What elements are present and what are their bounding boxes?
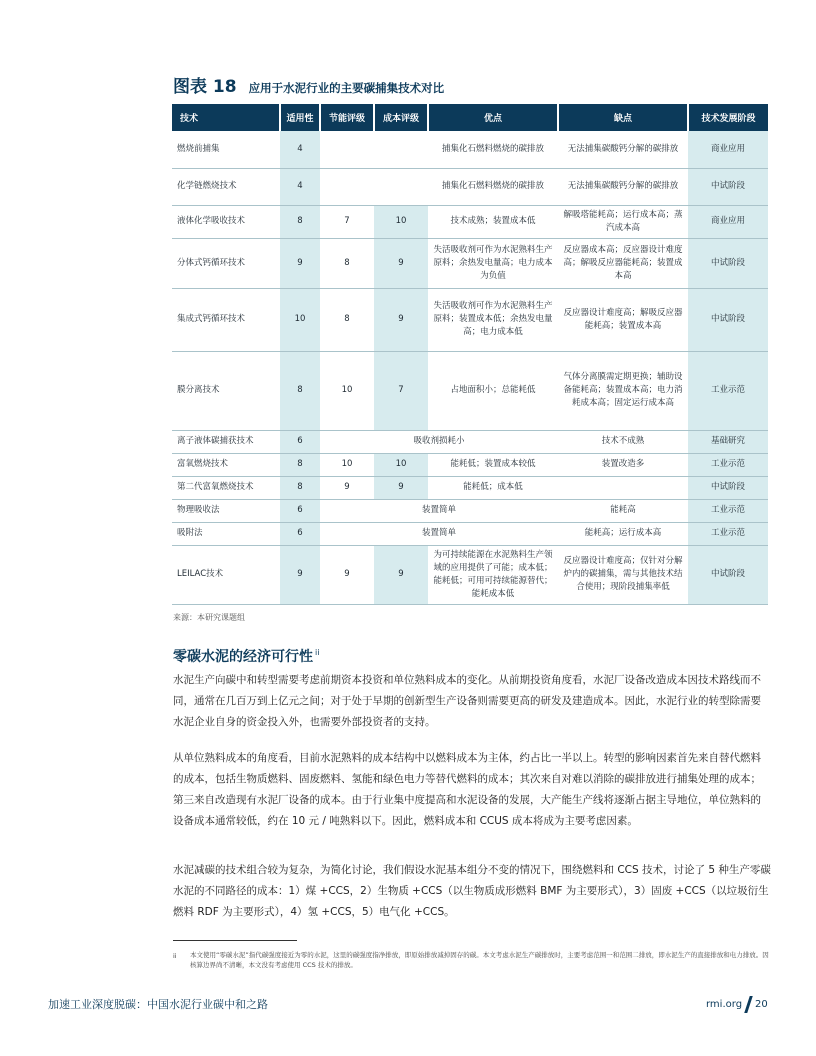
section-title-text: 零碳水泥的经济可行性	[173, 649, 313, 665]
cons-text: 装置改造多	[558, 453, 688, 476]
table-row	[172, 522, 768, 545]
footnote-marker: ii	[173, 952, 177, 960]
cons-text: 技术不成熟	[558, 430, 688, 453]
page-footer	[706, 996, 768, 1013]
pros-text: 装置简单	[320, 522, 558, 545]
cons-text: 无法捕集碳酸钙分解的碳排放	[558, 168, 688, 205]
stage-text: 中试阶段	[688, 168, 768, 205]
table-header-row	[172, 104, 768, 131]
tech-name: 燃烧前捕集	[172, 131, 280, 168]
applicability-value: 8	[280, 205, 320, 238]
tech-name: 离子液体碳捕获技术	[172, 430, 280, 453]
pros-text: 能耗低；成本低	[428, 476, 558, 499]
table-row	[172, 168, 768, 205]
stage-text: 中试阶段	[688, 545, 768, 604]
footnote-divider	[173, 940, 297, 941]
slash-divider-icon	[744, 996, 753, 1013]
report-title-footer: 加速工业深度脱碳：中国水泥行业碳中和之路	[48, 998, 268, 1011]
stage-text: 工业示范	[688, 453, 768, 476]
energy-rating-value: 8	[320, 238, 374, 288]
pros-text: 吸收剂损耗小	[320, 430, 558, 453]
stage-text: 工业示范	[688, 351, 768, 430]
applicability-value: 8	[280, 476, 320, 499]
pros-text: 占地面积小；总能耗低	[428, 351, 558, 430]
site-link[interactable]: rmi.org	[706, 999, 743, 1010]
applicability-value: 8	[280, 351, 320, 430]
figure-caption: 应用于水泥行业的主要碳捕集技术对比	[248, 81, 445, 95]
header-pros: 优点	[428, 104, 558, 131]
page-number: 20	[755, 999, 768, 1010]
pros-text: 装置简单	[320, 499, 558, 522]
header-energy-rating: 节能评级	[320, 104, 374, 131]
rating-empty	[320, 131, 428, 168]
energy-rating-value: 8	[320, 288, 374, 351]
table-row	[172, 499, 768, 522]
pros-text: 捕集化石燃料燃烧的碳排放	[428, 131, 558, 168]
tech-name: LEILAC技术	[172, 545, 280, 604]
section-title	[173, 646, 319, 666]
cons-text: 能耗高	[558, 499, 688, 522]
energy-rating-value: 9	[320, 545, 374, 604]
pros-text: 捕集化石燃料燃烧的碳排放	[428, 168, 558, 205]
table-source: 来源：本研究课题组	[173, 613, 245, 622]
stage-text: 中试阶段	[688, 288, 768, 351]
section-footnote-marker: ii	[315, 648, 320, 658]
header-tech: 技术	[172, 104, 280, 131]
stage-text: 中试阶段	[688, 238, 768, 288]
cost-rating-value: 9	[374, 288, 428, 351]
energy-rating-value: 9	[320, 476, 374, 499]
paragraph: 从单位熟料成本的角度看，目前水泥熟料的成本结构中以燃料成本为主体，约占比一半以上。转型的影响因素首先来自替代燃料的成本，包括生物质燃料、固废燃料、氢能和绿色电力等替代燃料的成本；其次来自对难以消除的碳排放进行捕集处理的成本；第三来自改造现有水泥厂设备的成本。由于行业集中度提高和水泥设备的发展，大产能生产线将逐渐占据主导地位，单位熟料的设备成本通常较低，约在 10 元 / 吨熟料以下。因此，燃料成本和 CCUS 成本将成为主要考虑因素。	[173, 752, 761, 827]
cost-rating-value: 9	[374, 476, 428, 499]
pros-text: 失活吸收剂可作为水泥熟料生产原料；余热发电量高；电力成本为负值	[428, 238, 558, 288]
applicability-value: 9	[280, 545, 320, 604]
header-cost-rating: 成本评级	[374, 104, 428, 131]
tech-name: 膜分离技术	[172, 351, 280, 430]
tech-name: 液体化学吸收技术	[172, 205, 280, 238]
tech-name: 富氧燃烧技术	[172, 453, 280, 476]
stage-text: 商业应用	[688, 131, 768, 168]
figure-number: 图表 18	[173, 77, 237, 97]
table-row	[172, 476, 768, 499]
cost-rating-value: 10	[374, 205, 428, 238]
energy-rating-value: 10	[320, 453, 374, 476]
tech-name: 集成式钙循环技术	[172, 288, 280, 351]
figure-title	[173, 72, 444, 97]
applicability-value: 10	[280, 288, 320, 351]
paragraph: 水泥生产向碳中和转型需要考虑前期资本投资和单位熟料成本的变化。从前期投资角度看，水泥厂设备改造成本因技术路线而不同，通常在几百万到上亿元之间；对于处于早期的创新型生产设备则需要更高的研发及建造成本。因此，水泥行业的转型除需要水泥企业自身的资金投入外，也需要外部投资者的支持。	[173, 674, 761, 728]
cons-text: 气体分离膜需定期更换；辅助设备能耗高；装置成本高；电力消耗成本高；固定运行成本高	[558, 351, 688, 430]
applicability-value: 6	[280, 522, 320, 545]
tech-name: 第二代富氧燃烧技术	[172, 476, 280, 499]
tech-name: 分体式钙循环技术	[172, 238, 280, 288]
paragraph: 水泥减碳的技术组合较为复杂，为简化讨论，我们假设水泥基本组分不变的情况下，围绕燃料和 CCS 技术，讨论了 5 种生产零碳水泥的不同路径的成本：1）煤 +CCS，2）生物质 +CCS（以生物质成形燃料 BMF 为主要形式），3）固废 +CCS（以垃圾衍生燃料 RDF 为主要形式），4）氢 +CCS，5）电气化 +CCS。	[173, 864, 771, 918]
cons-text: 反应器成本高；反应器设计难度高；解吸反应器能耗高；装置成本高	[558, 238, 688, 288]
footnote-text: 本文使用“零碳水泥”指代碳强度接近为零的水泥，这里的碳强度指净排放，即原始排放减掉固存的碳。本文考虑水泥生产碳排放时，主要考虑范围一和范围二排放，即水泥生产的直接排放和电力排放。因核算边界尚不清晰，本文没有考虑使用 CCS 技术的排放。	[190, 951, 769, 969]
pros-text: 失活吸收剂可作为水泥熟料生产原料；装置成本低；余热发电量高；电力成本低	[428, 288, 558, 351]
stage-text: 工业示范	[688, 522, 768, 545]
cost-rating-value: 9	[374, 545, 428, 604]
cost-rating-value: 10	[374, 453, 428, 476]
applicability-value: 8	[280, 453, 320, 476]
applicability-value: 4	[280, 131, 320, 168]
table-row	[172, 430, 768, 453]
cons-text: 解吸塔能耗高；运行成本高；蒸汽成本高	[558, 205, 688, 238]
cost-rating-value: 9	[374, 238, 428, 288]
table-row	[172, 453, 768, 476]
table-row	[172, 545, 768, 604]
pros-text: 技术成熟；装置成本低	[428, 205, 558, 238]
cons-text: 无法捕集碳酸钙分解的碳排放	[558, 131, 688, 168]
pros-text: 能耗低；装置成本较低	[428, 453, 558, 476]
tech-name: 化学链燃烧技术	[172, 168, 280, 205]
tech-name: 物理吸收法	[172, 499, 280, 522]
carbon-capture-table	[172, 104, 768, 605]
table-row	[172, 205, 768, 238]
energy-rating-value: 7	[320, 205, 374, 238]
table-row	[172, 238, 768, 288]
applicability-value: 4	[280, 168, 320, 205]
cons-text	[558, 476, 688, 499]
cons-text: 反应器设计难度高；解吸反应器能耗高；装置成本高	[558, 288, 688, 351]
stage-text: 工业示范	[688, 499, 768, 522]
applicability-value: 9	[280, 238, 320, 288]
stage-text: 中试阶段	[688, 476, 768, 499]
header-cons: 缺点	[558, 104, 688, 131]
applicability-value: 6	[280, 499, 320, 522]
stage-text: 基础研究	[688, 430, 768, 453]
tech-name: 吸附法	[172, 522, 280, 545]
applicability-value: 6	[280, 430, 320, 453]
stage-text: 商业应用	[688, 205, 768, 238]
cost-rating-value: 7	[374, 351, 428, 430]
rating-empty	[320, 168, 428, 205]
cons-text: 能耗高；运行成本高	[558, 522, 688, 545]
table-row	[172, 131, 768, 168]
table-row	[172, 351, 768, 430]
header-applicability: 适用性	[280, 104, 320, 131]
energy-rating-value: 10	[320, 351, 374, 430]
header-stage: 技术发展阶段	[688, 104, 768, 131]
cons-text: 反应器设计难度高；仅针对分解炉内的碳捕集，需与其他技术结合使用；现阶段捕集率低	[558, 545, 688, 604]
pros-text: 为可持续能源在水泥熟料生产领域的应用提供了可能；成本低；能耗低；可用可持续能源替代；能耗成本低	[428, 545, 558, 604]
table-row	[172, 288, 768, 351]
